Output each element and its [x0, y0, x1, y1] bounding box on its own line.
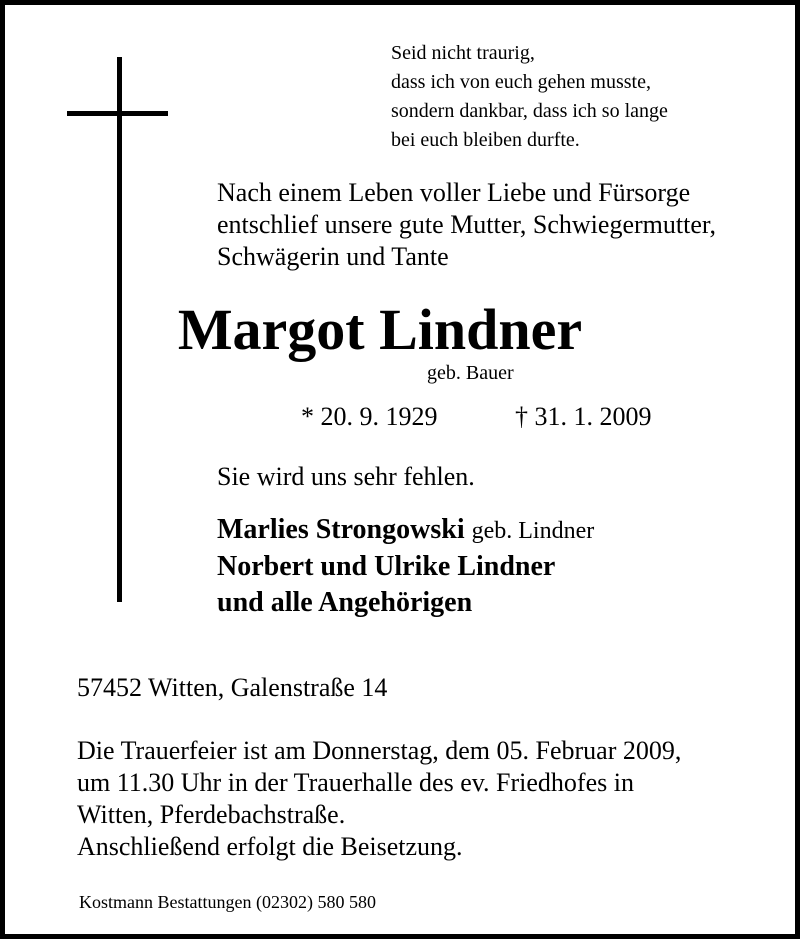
cross-icon-crossbar	[67, 111, 168, 116]
poem	[391, 39, 668, 155]
intro-text	[217, 177, 716, 273]
funeral-line: um 11.30 Uhr in der Trauerhalle des ev. Friedhofes in	[77, 768, 634, 797]
funeral-home-footer: Kostmann Bestattungen (02302) 580 580	[79, 892, 376, 912]
funeral-info	[77, 735, 681, 863]
mourner-line	[217, 512, 594, 549]
mourner-name: Marlies Strongowski	[217, 514, 465, 545]
poem-line: bei euch bleiben durfte.	[391, 129, 580, 151]
intro-line: Schwägerin und Tante	[217, 242, 449, 271]
funeral-line: Die Trauerfeier ist am Donnerstag, dem 05. Februar 2009,	[77, 736, 682, 765]
intro-line: entschlief unsere gute Mutter, Schwiegermutter,	[217, 210, 716, 239]
poem-line: dass ich von euch gehen musste,	[391, 71, 651, 93]
mourners	[217, 512, 594, 621]
address: 57452 Witten, Galenstraße 14	[77, 673, 388, 702]
intro-line: Nach einem Leben voller Liebe und Fürsorge	[217, 178, 691, 207]
mourner-line: Norbert und Ulrike Lindner	[217, 551, 556, 582]
deceased-name: Margot Lindner	[177, 297, 583, 362]
poem-line: Seid nicht traurig,	[391, 42, 535, 64]
funeral-line: Witten, Pferdebachstraße.	[77, 800, 346, 829]
funeral-line: Anschließend erfolgt die Beisetzung.	[77, 832, 463, 861]
closing-line: Sie wird uns sehr fehlen.	[217, 462, 475, 491]
birth-name: geb. Bauer	[427, 362, 514, 384]
mourner-line: und alle Angehörigen	[217, 587, 473, 618]
birth-date: * 20. 9. 1929	[301, 402, 438, 431]
mourner-birth-name: geb. Lindner	[471, 518, 595, 544]
death-date: † 31. 1. 2009	[515, 402, 652, 431]
poem-line: sondern dankbar, dass ich so lange	[391, 100, 668, 122]
